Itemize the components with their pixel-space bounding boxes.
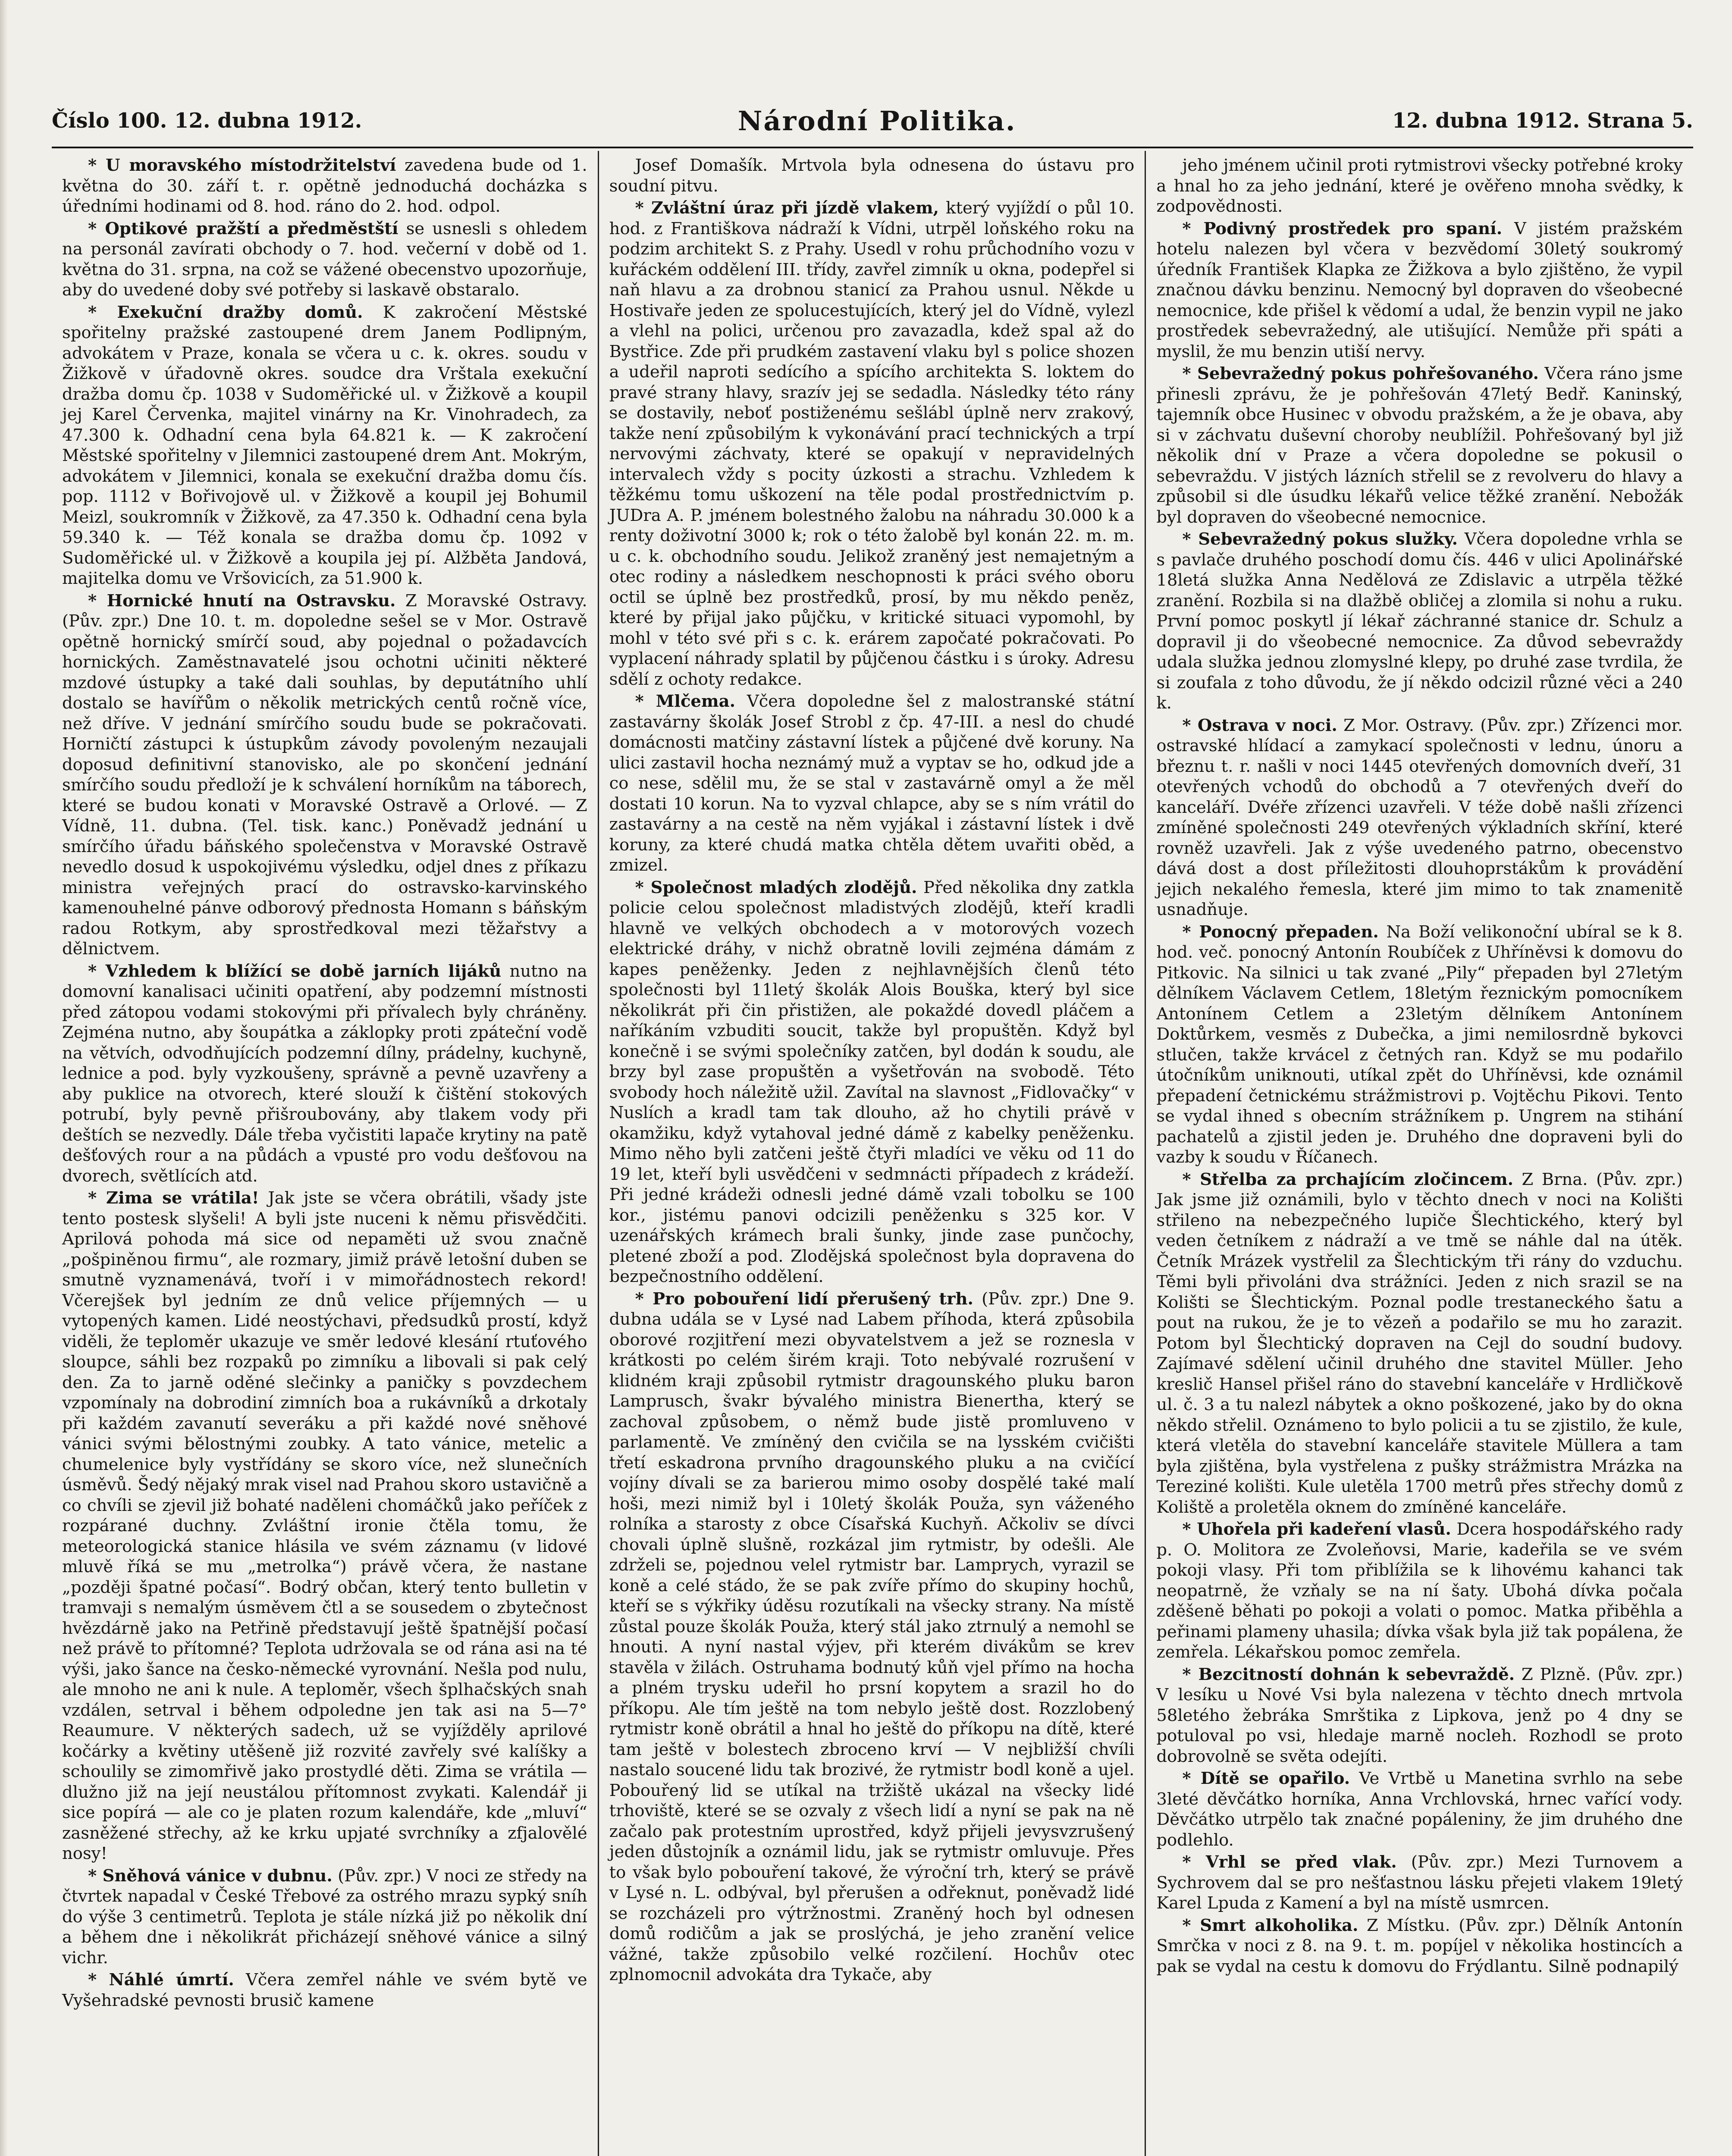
article	[1156, 1169, 1683, 1518]
article-body: se usnesli s ohledem na personál zavírati obchody o 7. hod. večerní v době od 1. května do 31. srpna, na což se vážené obecenstvo upozorňuje, aby do uvedené doby své potřeby si laskavě obstaralo.	[62, 219, 587, 300]
article	[1156, 1519, 1683, 1663]
page-header	[52, 95, 1693, 148]
article-body: (Pův. zpr.) Dne 9. dubna udála se v Lysé nad Labem příhoda, která způsobila oborové rozjitření mezi obyvatelstvem a jež se roznesla v krátkosti po celém širém kraji. Toto nebývalé rozrušení v klidném kraji způsobil rytmistr dragounského pluku baron Lamprusch, švakr bývalého ministra Bienertha, který se zachoval způsobem, o němž bude jistě promluveno v parlamentě. Ve zmíněný den cvičila se na lysském cvičišti třetí eskadrona prvního dragounského pluku a na cvičící vojíny dívali se za barierou mimo osoby dospělé také malí hoši, mezi nimiž byl i 10letý školák Použa, syn váženého rolníka a starosty z obce Císařská Kuchyň. Ačkoliv se dívci chovali úplně slušně, rozkázal jim rytmistr, by odešli. Ale zdrželi se, pojednou velel rytmistr bar. Lamprych, vyrazil se koně a celé stádo, že se pak zvíře přímo do skupiny hochů, kteří se s výkřiky úděsu rozutíkali na všecky strany. Na místě zůstal pouze školák Použa, který stál jako ztrnulý a nemohl se hnouti. A nyní nastal výjev, při kterém divákům se krev stavěla v žilách. Ostruhama bodnutý kůň vjel přímo na hocha a plném trysku udeřil ho prsní kopytem a srazil ho do příkopu. Ale tím ještě na tom nebylo ještě dost. Rozzlobený rytmistr koně obrátil a hnal ho ještě do příkopu na dítě, které tam ještě v bolestech zbroceno krví — V nejbližší chvíli nastalo soucené lidu tak brozivé, že rytmistr bodl koně a ujel. Pobouřený lid se utíkal na tržiště ukázal na všecky lidé trhoviště, které se se ozvaly z všech lidí a nyní se pak na ně začalo pak protestním uprostřed, když přijeli jevysvzrušený jeden důstojník a oznámil lidu, jak se rytmistr omluvuje. Přes to však bylo pobouření takové, že výroční trh, který se právě v Lysé n. L. odbýval, byl přerušen a odřeknut, poněvadž lidé se rozcházeli pro výtržnostmi. Zraněný hoch byl odnesen domů rodičům a jak se proslýchá, je jeho zranění velice vážné, takže způsobilo velké rozčilení. Hochův otec zplnomocnil advokáta dra Tykače, aby	[609, 1289, 1135, 1984]
article	[609, 877, 1135, 1287]
article-body: (Pův. zpr.) Mezi Turnovem a Sychrovem dal se pro nešťastnou lásku přejeti vlakem 19letý Karel Lpuda z Kamení a byl na místě usmrcen.	[1156, 1852, 1683, 1913]
article	[1156, 1915, 1683, 1977]
article	[609, 691, 1135, 876]
article-columns	[52, 151, 1693, 2156]
article-headline: * Hornické hnutí na Ostravsku.	[88, 591, 396, 611]
article-body: Z Brna. (Pův. zpr.) Jak jsme již oznámili, bylo v těchto dnech v noci na Kolišti střileno na nebezpečného lupiče Šlechtického, který byl veden četníkem z nádraží a ve tmě se náhle dal na útěk. Četník Mrázek vystřelil za Šlechtickým tři rány do vzduchu. Těmi byli přivoláni dva strážníci. Jeden z nich srazil se na Kolišti se Šlechtickým. Poznal podle trestaneckého šatu a pout na rukou, že je to vězeň a podařilo se mu ho zarazit. Potom byl Šlechtický dopraven na Cejl do soudní budovy. Zajímavé sdělení učinil druhého dne stavitel Müller. Jeho kreslič Hansel přišel ráno do stavební kanceláře v Hrdličkově ul. č. 3 a tu nalezl nábytek a okno poškozené, jako by do okna někdo střelil. Oznámeno to bylo policii a tu se zjistilo, že kule, která vletěla do stavební kanceláře stavitele Müllera a tam byla zjištěna, byla vystřelena z pušky strážmistra Mrázka na Tereziné kolišti. Kule uletěla 1700 metrů přes střechy domů z Koliště a proletěla oknem do zmíněné kanceláře.	[1156, 1169, 1683, 1517]
article-body: K zakročení Městské spořitelny pražské zastoupené drem Janem Podlipným, advokátem v Praze, konala se včera u c. k. okres. soudu v Žižkově v úřadovně okres. soudce dra Vrštala exekuční dražba domu čp. 1038 v Sudoměřické ul. v Žižkově a koupil jej Karel Červenka, majitel vinárny na Kr. Vinohradech, za 47.300 k. Odhadní cena byla 64.821 k. — K zakročení Městské spořitelny v Jilemnici zastoupené drem Ant. Mokrým, advokátem v Jilemnici, konala se exekuční dražba domu čís. pop. 1112 v Bořivojově ul. v Žižkově a koupil jej Bohumil Meizl, soukromník v Žižkově, za 47.350 k. Odhadní cena byla 59.340 k. — Též konala se dražba domu čp. 1092 v Sudoměřické ul. v Žižkově a koupila jej pí. Alžběta Jandová, majitelka domu ve Vršovicích, za 51.900 k.	[62, 302, 587, 588]
article	[1156, 1852, 1683, 1914]
article-body: zavedena bude od 1. května do 30. září t. r. opětně jednoduchá docházka s úředními hodinami od 8. hod. ráno do 2. hod. odpol.	[62, 156, 587, 216]
newspaper-title: Národní Politika.	[737, 105, 1017, 137]
article	[62, 591, 587, 959]
article-headline: * Bezcitností dohnán k sebevraždě.	[1182, 1664, 1515, 1684]
article	[1156, 715, 1683, 920]
article-headline: * Zvláštní úraz při jízdě vlakem,	[635, 198, 939, 218]
article-headline: * Optikové pražští a předměstští	[88, 219, 398, 238]
article-body: Z Místku. (Pův. zpr.) Dělník Antonín Smrčka v noci z 8. na 9. t. m. popíjel v několika hostincích a pak se vydal na cestu k domovu do Frýdlantu. Silně podnapilý	[1156, 1915, 1683, 1976]
article-body: Před několika dny zatkla policie celou společnost mladistvých zlodějů, kteří kradli hlavně ve velkých obchodech a v motorových vozech elektrické dráhy, v nichž obratně lovili zejména dámám z kapes peněženky. Jeden z nejhlavnějších členů této společnosti byl 11letý školák Alois Bouška, který byl sice několikrát při čin přistižen, ale pokaždé dovedl pláčem a naříkáním vzbuditi soucit, takže byl propuštěn. Když byl konečně i se svými společníky zatčen, byl dodán k soudu, ale brzy byl zase propuštěn a vyšetřován na svobodě. Této svobody hoch náležitě užil. Zavítal na slavnost „Fidlovačky“ v Nuslích a kradl tam tak dlouho, až ho chytili právě v okamžiku, když vytahoval jedné dámě z kabelky peněženku. Mimo něho byli zatčeni ještě čtyři mladíci ve věku od 11 do 19 let, kteří byli usvědčeni v sedmnácti případech z krádeží. Při jedné krádeži odnesli jedné dámě vzali tobolku se 100 kor., jistému panovi odcizili peněženku s 325 kor. V uzenářských krámech brali šunky, jinde zase punčochy, pletené zboží a pod. Zlodějská společnost byla dopravena do bezpečnostního oddělení.	[609, 877, 1135, 1286]
column-1	[52, 151, 599, 2156]
article	[62, 219, 587, 301]
article-body: Z Mor. Ostravy. (Pův. zpr.) Zřízenci mor. ostravské hlídací a zamykací společnosti v lednu, únoru a březnu t. r. našli v noci 1445 otevřených domovních dveří, 31 otevřených vchodů do obchodů a 7 otevřených dveří do kanceláří. Dvéře zřízenci uzavřeli. V téže době našli zřízenci zmíněné společnosti 249 otevřených výkladních skříní, které rovněž uzavřeli. Jak z výše uvedeného patrno, obecenstvo dává dost a dost příležitosti dlouhoprstákům k provádění jejich nekalého řemesla, které jim mimo to tak znamenitě usnadňuje.	[1156, 715, 1683, 919]
article-headline: * Společnost mladých zlodějů.	[635, 877, 917, 897]
article-headline: * Smrt alkoholika.	[1182, 1915, 1359, 1935]
article-body: Dcera hospodářského rady p. O. Molitora ze Zvoleňovsi, Marie, kadeřila se ve svém pokoji vlasy. Při tom přiblížila se k lihovému kahanci tak neopatrně, že vzňaly se na ní šaty. Ubohá dívka počala zděšeně běhati po pokoji a volati o pomoc. Matka přiběhla a peřinami plameny uhasila; dívka však byla již tak popálena, že zemřela. Lékařskou pomoc zemřela.	[1156, 1520, 1683, 1662]
article	[62, 155, 587, 217]
article-body: Včera zemřel náhle ve svém bytě ve Vyšehradské pevnosti brusič kamene	[62, 1970, 587, 2010]
article	[1156, 529, 1683, 714]
article-headline: * Sebevražedný pokus služky.	[1182, 530, 1458, 549]
article	[62, 302, 587, 589]
article-body: Na Boží velikonoční ubíral se k 8. hod. več. ponocný Antonín Roubíček z Uhříněvsi k domovu do Pitkovic. Na silnici u tak zvané „Pily“ přepaden byl 27letým dělníkem Václavem Cetlem, 18letým řeznickým pomocníkem Antonínem Cetlem a 23letým dělníkem Antonínem Doktůrkem, vesměs z Dubečka, a jimi nemilosrdně bykovci stlučen, takže krvácel z četných ran. Když se mu podařilo útočníkům uniknouti, utíkal zpět do Uhříněvsi, kde oznámil přepadení četnickému strážmistrovi p. Vojtěchu Pikovi. Tento se vydal ihned s obecním strážníkem p. Ungrem na stihání pachatelů a zjistil jeden je. Druhého dne dopraveni byli do vazby k soudu v Říčanech.	[1156, 922, 1683, 1167]
article	[609, 198, 1135, 689]
article-headline: * Mlčema.	[635, 692, 736, 711]
article-body: Včera dopoledne šel z malostranské státní zastavárny školák Josef Strobl z čp. 47-III. a nesl do chudé domácnosti matčiny zástavní lístek a půjčené dvě koruny. Na ulici zastavil hocha neznámý muž a vyptav se ho, odkud jde a co nese, sdělil mu, že se stal v zastavárně omyl a že měl dostati 10 korun. Na to vyzval chlapce, aby se s ním vrátil do zastavárny a na cestě na něm vyjákal i zástavní lístek i dvě koruny, za které chudá matka chtěla dětem uvařiti oběd, a zmizel.	[609, 692, 1135, 875]
article-body: Z Moravské Ostravy. (Pův. zpr.) Dne 10. t. m. dopoledne sešel se v Mor. Ostravě opětně hornický smírčí soud, aby pojednal o požadavcích hornických. Zaměstnavatelé jsou ochotni učiniti některé mzdové ústupky a také dali souhlas, by deputátního uhlí dostalo se havířům o několik metrických centů ročně více, než dříve. V jednání smírčího soudu bude se pokračovati. Horničtí zástupci k ústupkům závody povoleným nezaujali doposud definitivní stanovisko, ale po skončení jednání smírčího soudu předloží je k schválení horníkům na táborech, které se budou konati v Moravské Ostravě a Orlové. — Z Vídně, 11. dubna. (Tel. tisk. kanc.) Poněvadž jednání u smírčího úřadu báňského společenstva v Moravské Ostravě nevedlo dosud k uspokojivému výsledku, odjel dnes z příkazu ministra veřejných prací do ostravsko-karvinského kamenouhelné pánve odborový přednosta Homann s báňským radou Rotkym, aby sprostředkoval mezi těžařstvy a dělnictvem.	[62, 591, 587, 959]
article-body: (Pův. zpr.) V noci ze středy na čtvrtek napadal v České Třebové za ostrého mrazu sypký sníh do výše 3 centimetrů. Teplota je stále nízká již po několik dní a během dne i několikrát přicházejí sněhové vánice a silný vichr.	[62, 1866, 587, 1968]
article-headline: * Podivný prostředek pro spaní.	[1182, 219, 1503, 238]
article-headline: * Uhořela při kadeření vlasů.	[1182, 1520, 1451, 1539]
article-body: Včera dopoledne vrhla se s pavlače druhého poschodí domu čís. 446 v ulici Apolinářské 18letá služka Anna Nedělová ze Zdislavic a utrpěla těžké zranění. Rozbila si na dlažbě obličej a zlomila si nohu a ruku. První pomoc poskytl jí lékař záchranné stanice dr. Schulz a dopravil ji do všeobecné nemocnice. Za důvod sebevraždy udala služka jednou zlomyslné klepy, po druhé zase tvrdila, že si zoufala z toho důvodu, že jí někdo odcizil různé věci a 240 k.	[1156, 530, 1683, 713]
article-headline: * Sněhová vánice v dubnu.	[88, 1866, 333, 1886]
issue-info: Číslo 100. 12. dubna 1912.	[52, 109, 362, 133]
column-2	[599, 151, 1146, 2156]
article-headline: * U moravského místodržitelství	[88, 156, 396, 175]
article-headline: * Ponocný přepaden.	[1182, 922, 1379, 942]
article-body: nutno na domovní kanalisaci učiniti opatření, aby podzemní místnosti před zátopou vodami stokovými při přívalech byly chráněny. Zejména nutno, aby šoupátka a záklopky proti zpáteční vodě na větvích, odvodňujících podzemní dílny, prádelny, kuchyně, lednice a pod. byly vyzkoušeny, správně a pevně uzavřeny a aby puklice na otvorech, které slouží k čištění stokových potrubí, byly pevně přišroubovány, aby tlakem vody při deštích se nezvedly. Dále třeba vyčistiti lapače krytiny na patě dešťových rour a na půdách a vpusté pro vodu dešťovou na dvorech, světlících atd.	[62, 961, 587, 1186]
article-headline: * Náhlé úmrtí.	[88, 1970, 234, 1990]
article-headline: * Ostrava v noci.	[1182, 715, 1337, 735]
article-headline: * Sebevražedný pokus pohřešovaného.	[1182, 364, 1539, 383]
article	[1156, 219, 1683, 362]
article-body: Josef Domašík. Mrtvola byla odnesena do ústavu pro soudní pitvu.	[609, 156, 1135, 196]
article-headline: * Vzhledem k blížící se době jarních lijáků	[88, 961, 502, 981]
article-headline: * Vrhl se před vlak.	[1182, 1852, 1397, 1872]
date-page-info: 12. dubna 1912. Strana 5.	[1392, 109, 1693, 133]
article-body: V jistém pražském hotelu nalezen byl včera v bezvědomí 30letý soukromý úředník František Klapka ze Žižkova a bylo zjištěno, že vypil značnou dávku benzinu. Nemocný byl dopraven do všeobecné nemocnice, kde přišel k vědomí a udal, že benzin vypil ne jako prostředek sebevražedný, ale utišující. Nemůže při spáti a myslil, že mu benzin utiší nervy.	[1156, 219, 1683, 361]
article	[1156, 922, 1683, 1168]
article	[62, 1970, 587, 2011]
article-headline: * Exekuční dražby domů.	[88, 302, 363, 322]
article	[1156, 1664, 1683, 1767]
article	[609, 1289, 1135, 1985]
article-headline: * Zima se vrátila!	[88, 1188, 259, 1208]
page-edge-shadow	[0, 0, 8, 2156]
article-body: Ve Vrtbě u Manetina svrhlo na sebe 3leté děvčátko horníka, Anna Vrchlovská, hrnec vařící vody. Děvčátko utrpělo tak značné popáleniny, že jim druhého dne podlehlo.	[1156, 1769, 1683, 1850]
article	[62, 961, 587, 1187]
article-body: jeho jménem učinil proti rytmistrovi všecky potřebné kroky a hnal ho za jeho jednání, které je ověřeno mnoha svědky, k zodpovědnosti.	[1156, 156, 1683, 216]
article-headline: * Pro pobouření lidí přerušený trh.	[635, 1289, 973, 1309]
article	[1156, 155, 1683, 217]
article	[1156, 364, 1683, 527]
article	[1156, 1768, 1683, 1850]
article-body: Z Plzně. (Pův. zpr.) V lesíku u Nové Vsi byla nalezena v těchto dnech mrtvola 58letého žebráka Smrštika z Lipkova, jenž po 4 dny se potuloval po vsi, hledaje marně nocleh. Rozhodl se proto dobrovolně se světa odejíti.	[1156, 1664, 1683, 1766]
article-body: Včera ráno jsme přinesli zprávu, že je pohřešován 47letý Bedř. Kaninský, tajemník obce Husinec v obvodu pražském, a že je obava, aby si v záchvatu duševní choroby neublížil. Pohřešovaný byl již několik dní v Praze a včera dopoledne se pokusil o sebevraždu. V jistých lázních střelil se z revolveru do hlavy a způsobil si dle úsudku lékařů velice těžké zranění. Nebožák byl dopraven do všeobecné nemocnice.	[1156, 364, 1683, 527]
article	[62, 1188, 587, 1864]
article-body: který vyjíždí o půl 10. hod. z Františkova nádraží k Vídni, utrpěl loňského roku na podzim architekt S. z Prahy. Usedl v rohu průchodního vozu v kuřáckém oddělení III. třídy, zavřel zimník u okna, podepřel si naň hlavu a za drobnou stanicí za Prahou usnul. Někde u Hostivaře jeden ze spolucestujících, který jel do Vídně, vylezl a vlehl na polici, určenou pro zavazadla, kdež spal až do Bystřice. Zde při prudkém zastavení vlaku byl s police shozen a udeřil naproti sedícího a spícího architekta S. loktem do pravé strany hlavy, srazív jej se sedadla. Následky této rány se dostavily, neboť postiženému sešlábl úplně nerv zrakový, takže není způsobilým k vykonávání prací technických a trpí nervovými záchvaty, které se opakují v nepravidelných intervalech vždy s pocity úzkosti a strachu. Vzhledem k těžkému tomu uškození na těle podal prostřednictvím p. JUDra A. P. jménem bolestného žalobu na náhradu 30.000 k a renty doživotní 3000 k; rok o této žalobě byl konán 22. m. m. u c. k. obchodního soudu. Jelikož zraněný jest nemajetným a otec rodiny a následkem neschopnosti k práci svého oboru octil se úplně bez prostředků, prosí, by mu někdo peněz, které by přijal jako půjčku, v kritické situaci vypomohl, by mohl v této své při s c. k. erárem započaté pokračovati. Po vyplacení náhrady splatil by půjčenou částku i s úroky. Adresu sdělí z ochoty redakce.	[609, 198, 1135, 689]
article-headline: * Dítě se opařilo.	[1182, 1769, 1350, 1788]
article-body: Jak jste se včera obrátili, všady jste tento postesk slyšeli! A byli jste nuceni k němu přisvědčiti. Aprilová pohoda má sice od nepaměti už svou značně „pošpiněnou firmu“, ale rozmary, jimiž právě letošní duben se smutně vyznamenává, tvoří i v mimořádnostech rekord! Včerejšek byl jedním ze dnů velice příjemných — u vytopených kamen. Lidé neostýchavi, předsudků prostí, když viděli, že teploměr ukazuje ve směr ledové klesání rtuťového sloupce, sáhli bez rozpaků po zimníku a libovali si pak celý den. Za to jarně oděné slečinky a paničky s povzdechem vzpomínaly na dobrodiní zimních boa a rukávníků a drkotaly při každém zavanutí severáku a při každé nové sněhové vánici svými bělostnými zoubky. A tato vánice, metelic a chumelenice byly vystřídány se skoro více, než slunečních úsměvů. Šedý nějaký mrak visel nad Prahou skoro ustavičně a co chvíli se zjevil již bohaté naděleni chomáčků jako peříček z rozpárané duchny. Zvláštní ironie čtěla tomu, že meteorologická stanice hlásila ve svém záznamu (v lidové mluvě říká se mu „metrolka“) právě včera, že nastane „později špatné počasí“. Bodrý občan, který tento bulletin v tramvaji s nemalým úsměvem čtl a se sousedem o zbytečnost hvězdárně jako na Petřině představují ještě špatnější počasí než právě to přítomné? Teplota udržovala se od rána asi na té výši, jako šance na česko-německé vyrovnání. Nešla pod nulu, ale mnoho ne ani k nule. A teploměr, všech šplhačských snah vzdálen, setrval i během odpoledne jen tak asi na 5—7° Reaumure. V některých sadech, už se vyjížděly aprilové kočárky a květiny utěšeně již rozvité zavřely své kalíšky a schoulily se zimomřivě jako prostydlé děti. Zima se vrátila — dlužno již na její neustálou přítomnost zvykati. Kalendář ji sice popírá — ale co je platen rozum kalendáře, kde „mluví“ zasněžené střechy, až ke krku upjaté svrchníky a zfjalovělé nosy!	[62, 1188, 587, 1863]
article-headline: * Střelba za prchajícím zločincem.	[1182, 1169, 1514, 1189]
column-3	[1146, 151, 1693, 2156]
article	[609, 155, 1135, 196]
article	[62, 1866, 587, 1968]
